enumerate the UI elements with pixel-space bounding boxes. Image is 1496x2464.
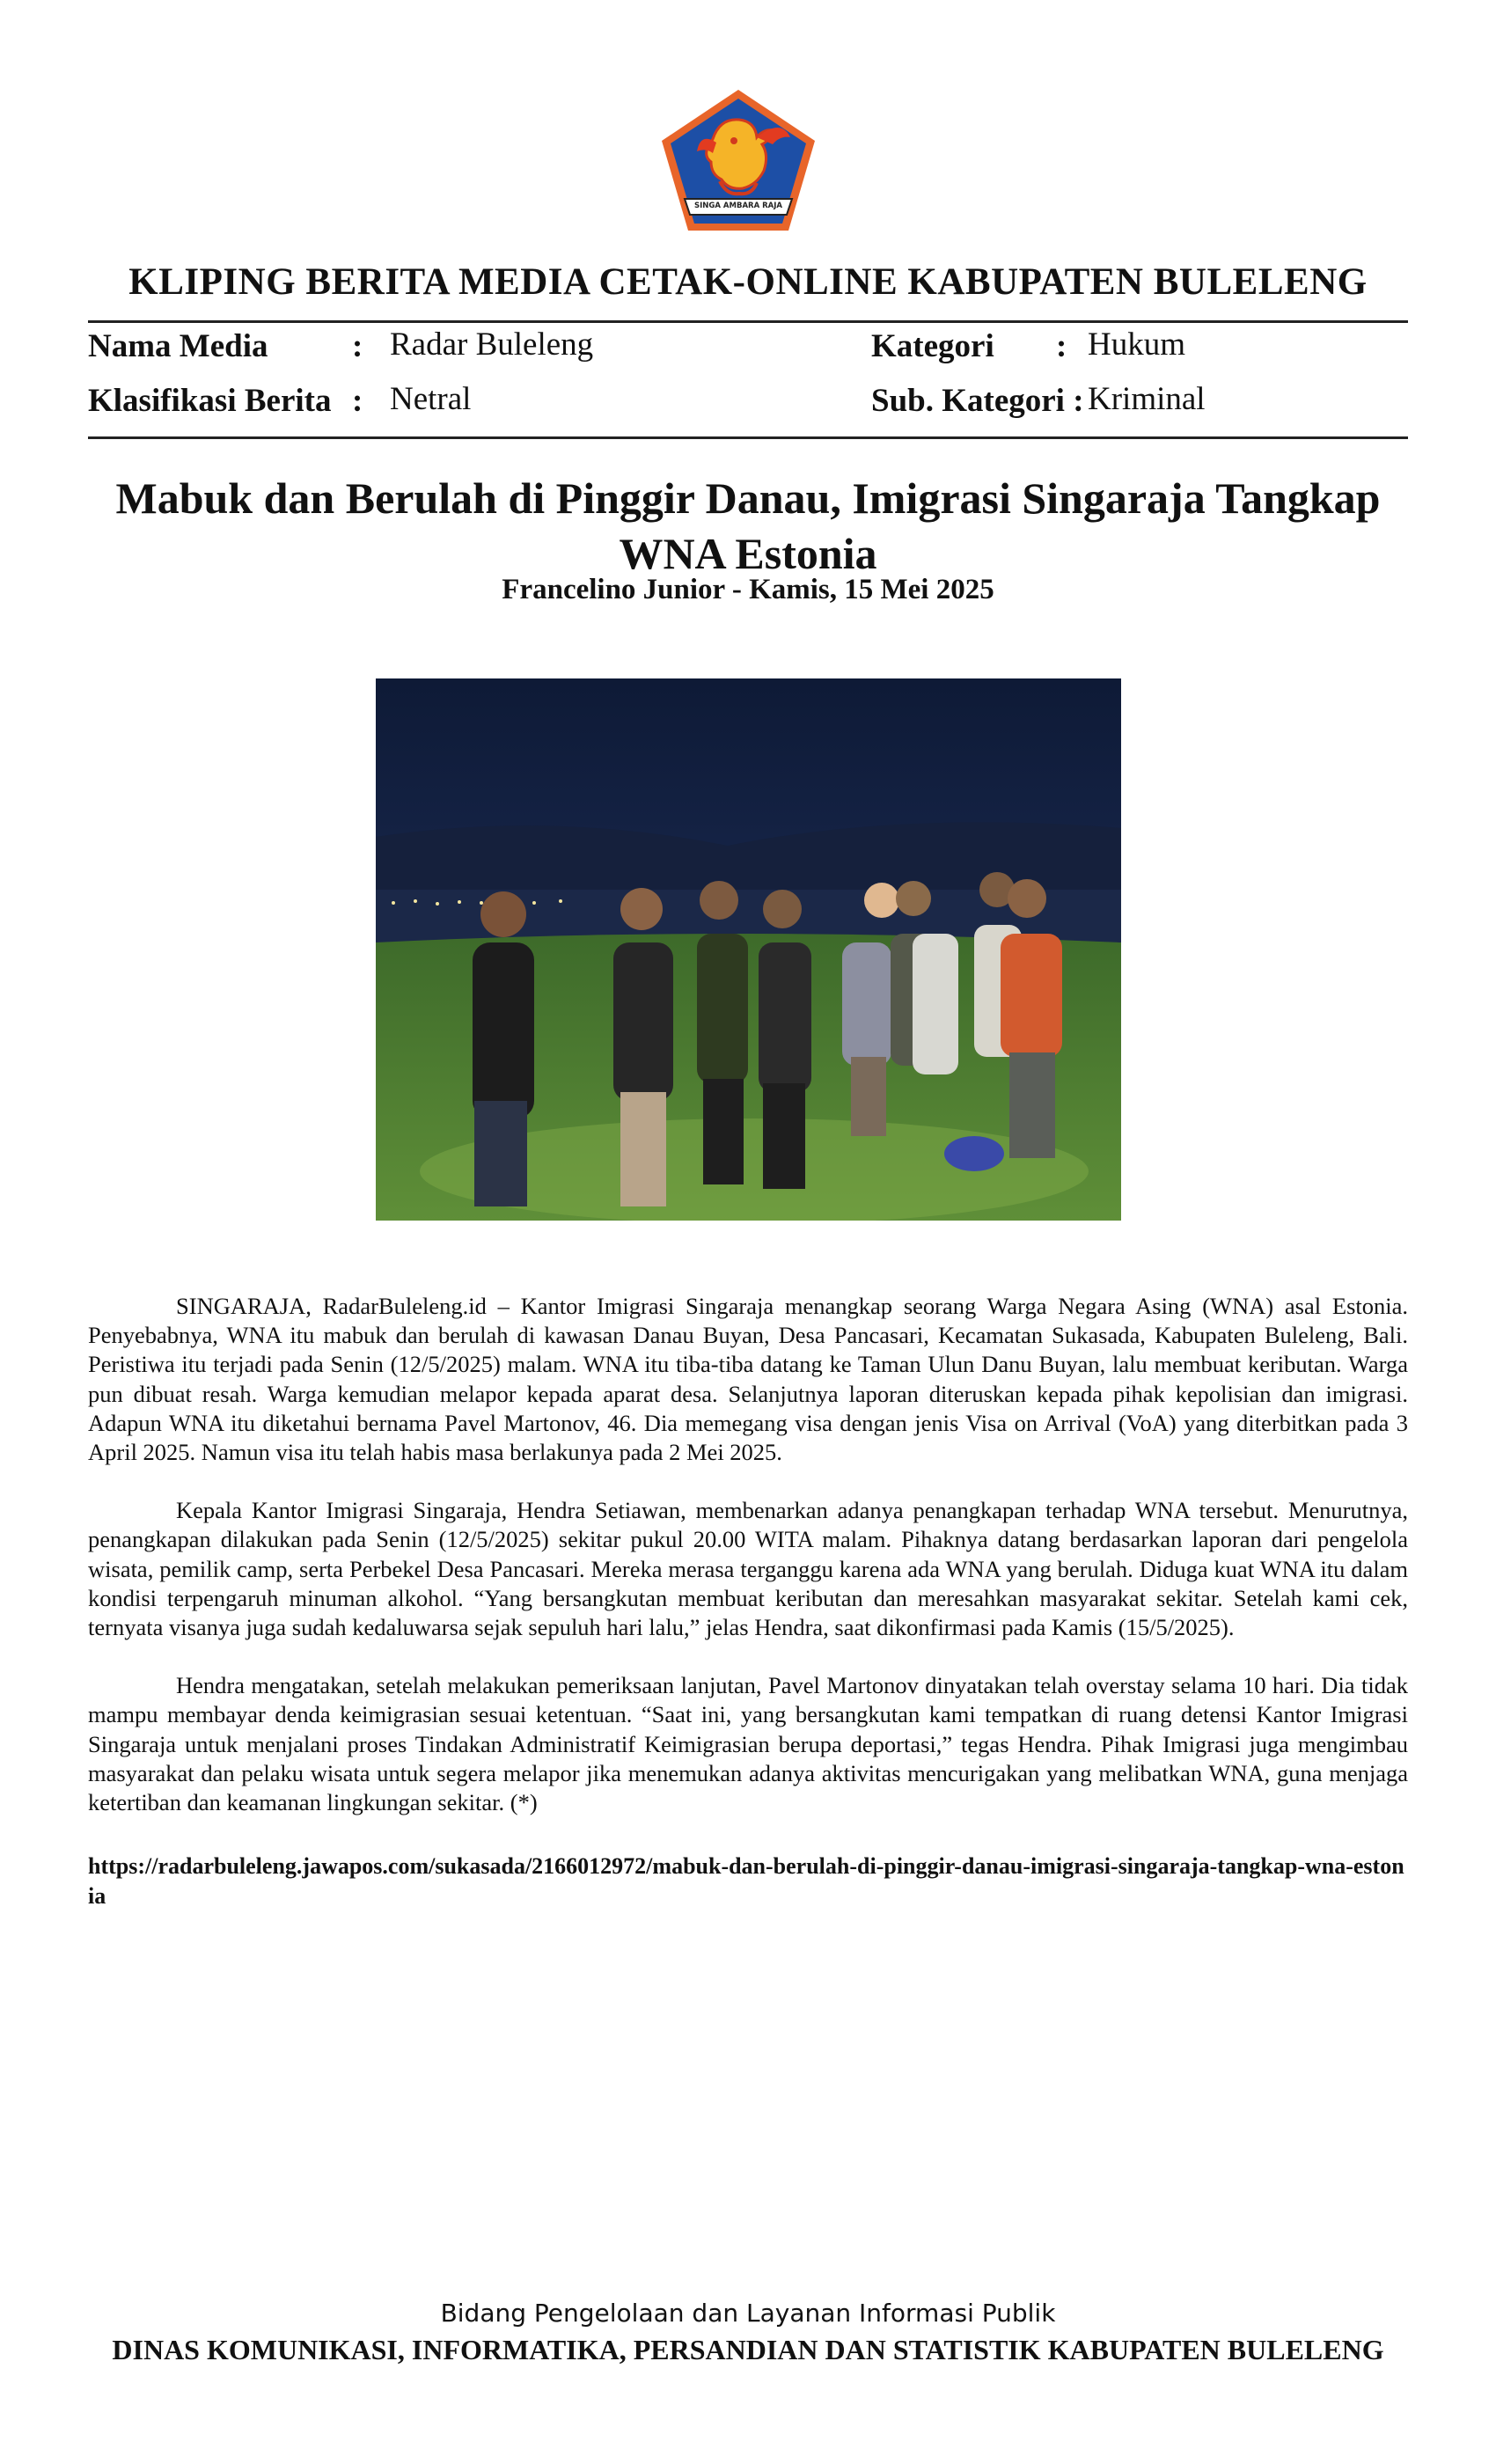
article-body — [88, 1292, 1408, 1846]
subkategori-value: Kriminal — [1088, 381, 1206, 417]
media-value: Radar Buleleng — [390, 326, 594, 363]
media-colon: : — [352, 328, 363, 364]
header-divider-bottom — [88, 436, 1408, 439]
buleleng-emblem-logo — [658, 86, 818, 234]
kategori-label: Kategori — [871, 328, 994, 364]
header-divider-top — [88, 320, 1408, 323]
news-photo — [376, 678, 1121, 1221]
subkategori-label: Sub. Kategori : — [871, 383, 1084, 419]
clipping-header-title: KLIPING BERITA MEDIA CETAK-ONLINE KABUPATEN BULELENG — [128, 261, 1368, 303]
media-label: Nama Media — [88, 328, 268, 364]
klasifikasi-label: Klasifikasi Berita — [88, 383, 332, 419]
article-title: Mabuk dan Berulah di Pinggir Danau, Imigrasi Singaraja Tangkap WNA Estonia — [115, 473, 1381, 578]
article-paragraph: Hendra mengatakan, setelah melakukan pemeriksaan lanjutan, Pavel Martonov dinyatakan telah overstay selama 10 hari. Dia tidak mampu membayar denda keimigrasian sesuai ketentuan. “Saat ini, yang bersangkutan kami tempatkan di ruang detensi Kantor Imigrasi Singaraja untuk menjalani proses Tindakan Administratif Keimigrasian berupa deportasi,” tegas Hendra. Pihak Imigrasi juga mengimbau masyarakat dan pelaku wisata untuk segera melapor jika menemukan adanya aktivitas mencurigakan yang melibatkan WNA, guna menjaga ketertiban dan keamanan lingkungan sekitar. (*) — [88, 1672, 1408, 1816]
emblem-motto: SINGA AMBARA RAJA — [694, 202, 782, 210]
klasifikasi-value: Netral — [390, 381, 472, 417]
source-url-link[interactable]: https://radarbuleleng.jawapos.com/sukasada/2166012972/mabuk-dan-berulah-di-pinggir-danau-imigrasi-singaraja-tangkap-wna-estonia — [88, 1853, 1404, 1909]
article-paragraph: Kepala Kantor Imigrasi Singaraja, Hendra Setiawan, membenarkan adanya penangkapan terhadap WNA tersebut. Menurutnya, penangkapan dilakukan pada Senin (12/5/2025) sekitar pukul 20.00 WITA malam. Pihaknya datang berdasarkan laporan dari pengelola wisata, pemilik camp, serta Perbekel Desa Pancasari. Mereka merasa terganggu karena ada WNA yang berulah. Diduga kuat WNA itu dalam kondisi terpengaruh minuman alkohol. “Yang bersangkutan membuat keributan dan meresahkan masyarakat sekitar. Setelah kami cek, ternyata visanya juga sudah kedaluwarsa sejak sepuluh hari lalu,” jelas Hendra, saat dikonfirmasi pada Kamis (15/5/2025). — [88, 1497, 1408, 1641]
article-byline: Francelino Junior - Kamis, 15 Mei 2025 — [502, 574, 994, 605]
article-paragraph: SINGARAJA, RadarBuleleng.id – Kantor Imigrasi Singaraja menangkap seorang Warga Negara Asing (WNA) asal Estonia. Penyebabnya, WNA itu mabuk dan berulah di kawasan Danau Buyan, Desa Pancasari, Kecamatan Sukasada, Kabupaten Buleleng, Bali. Peristiwa itu terjadi pada Senin (12/5/2025) malam. WNA itu tiba-tiba datang ke Taman Ulun Danu Buyan, lalu membuat keributan. Warga pun dibuat resah. Warga kemudian melapor kepada aparat desa. Selanjutnya laporan diteruskan kepada pihak kepolisian dan imigrasi. Adapun WNA itu diketahui bernama Pavel Martonov, 46. Dia memegang visa dengan jenis Visa on Arrival (VoA) yang diterbitkan pada 3 April 2025. Namun visa itu telah habis masa berlakunya pada 2 Mei 2025. — [88, 1293, 1408, 1466]
klasifikasi-colon: : — [352, 383, 363, 419]
kategori-value: Hukum — [1088, 326, 1185, 363]
emblem-icon — [658, 86, 818, 234]
footer-agency: DINAS KOMUNIKASI, INFORMATIKA, PERSANDIAN DAN STATISTIK KABUPATEN BULELENG — [112, 2334, 1384, 2365]
kategori-colon: : — [1056, 328, 1067, 364]
news-photo-icon — [376, 678, 1121, 1221]
footer-department: Bidang Pengelolaan dan Layanan Informasi Publik — [440, 2299, 1056, 2328]
